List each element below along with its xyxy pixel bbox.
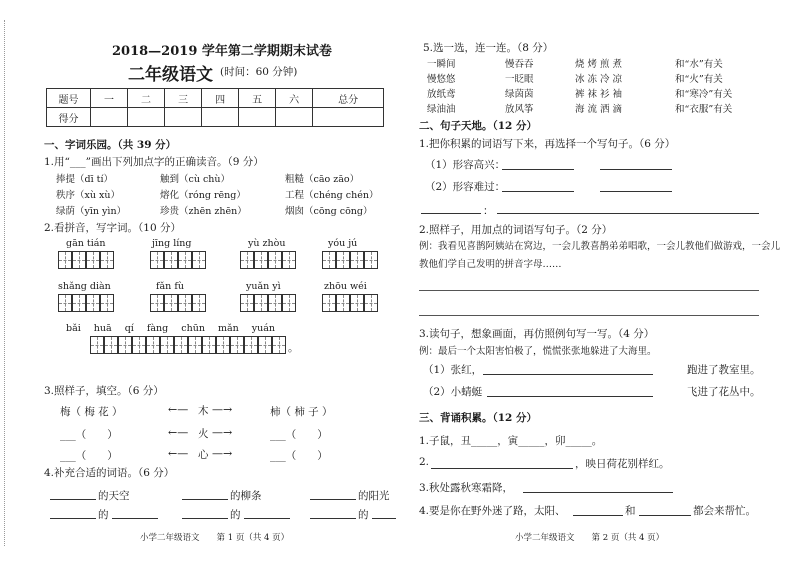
- r-question-1: 1.把你积累的词语写下来，再选择一个写句子。（6 分）: [419, 138, 676, 150]
- score-cell[interactable]: [202, 108, 239, 127]
- score-header-cell: 三: [165, 89, 202, 108]
- fill-blank[interactable]: [112, 518, 158, 519]
- pinyin-label: jīng líng: [152, 238, 192, 249]
- fill-blank[interactable]: [487, 396, 653, 397]
- section-two-heading: 二、句子天地。（12 分）: [419, 120, 538, 132]
- match-word[interactable]: 绿油油: [427, 104, 456, 115]
- fill-blank[interactable]: [310, 518, 356, 519]
- reading-item[interactable]: 粗糙（cāo zāo）: [285, 174, 360, 185]
- q3-blank[interactable]: ___（ ）: [270, 429, 328, 441]
- question-1: 1.用“___”画出下列加点字的正确读音。（9 分）: [44, 156, 264, 168]
- double-arrow-icon: ←—: [168, 426, 189, 439]
- q3-radical-1: 木: [198, 405, 209, 417]
- r-question-3: 3.读句子，想象画面，再仿照例句写一写。（4 分）: [419, 328, 655, 340]
- pinyin-label: zhōu wéi: [324, 281, 367, 292]
- q3-example-right: 柿（ 柿 子 ）: [270, 406, 333, 418]
- q4-word: 的天空: [98, 490, 130, 502]
- right-page: [405, 0, 800, 566]
- r-question-2: 2.照样子，用加点的词语写句子。（2 分）: [419, 224, 613, 236]
- answer-line[interactable]: [497, 213, 759, 214]
- reading-item[interactable]: 触到（cù chù）: [160, 174, 231, 185]
- section-one-heading: 一、字词乐园。（共 39 分）: [44, 139, 177, 151]
- fill-blank[interactable]: [421, 213, 481, 214]
- colon-mark: ：: [483, 205, 494, 217]
- reading-item[interactable]: 工程（chéng chén）: [285, 190, 379, 201]
- match-word[interactable]: 一瞬间: [427, 59, 456, 70]
- score-row-label: 得分: [47, 108, 91, 127]
- question-5: 5.选一选，连一连。（8 分）: [423, 42, 554, 54]
- s-question-3: 3.秋处露秋寒霜降，: [419, 482, 514, 494]
- q3-blank[interactable]: ___（ ）: [60, 450, 118, 462]
- s-question-2-num: 2.: [419, 456, 430, 468]
- s-question-1: 1.子鼠，丑_____，寅_____，卯_____。: [419, 435, 603, 447]
- s-question-2-end: ，映日荷花别样红。: [575, 458, 670, 470]
- match-word[interactable]: 绿茵茵: [505, 89, 534, 100]
- q3-radical-3: 心: [198, 449, 209, 461]
- writing-grid[interactable]: [150, 294, 206, 312]
- reading-item[interactable]: 绿荫（yīn yìn）: [56, 206, 127, 217]
- question-3: 3.照样子，填空。（6 分）: [44, 385, 164, 397]
- writing-grid-long[interactable]: [90, 336, 286, 354]
- fill-blank[interactable]: [182, 499, 228, 500]
- reading-item[interactable]: 熔化（róng rēng）: [160, 190, 246, 201]
- page-footer: 小学二年级语文 第 1 页（共 4 页）: [140, 533, 290, 543]
- exam-time: (时间：60 分钟): [220, 66, 298, 78]
- fill-blank[interactable]: [182, 518, 228, 519]
- pinyin-label: shǎng diàn: [58, 281, 111, 292]
- match-word[interactable]: 冰 冻 冷 凉: [575, 74, 623, 85]
- double-arrow-icon: ←—: [168, 447, 189, 460]
- writing-grid[interactable]: [322, 294, 378, 312]
- fill-blank[interactable]: [600, 191, 672, 192]
- match-word[interactable]: 放风筝: [505, 104, 534, 115]
- reading-item[interactable]: 珍贵（zhēn zhēn）: [160, 206, 247, 217]
- score-header-cell: 六: [276, 89, 313, 108]
- match-category[interactable]: 和“水”有关: [675, 59, 723, 70]
- q3-blank[interactable]: ___（ ）: [60, 429, 118, 441]
- r3-prompt-1: （1）张红，: [423, 364, 483, 376]
- writing-grid[interactable]: [322, 251, 378, 269]
- match-word[interactable]: 慢吞吞: [505, 59, 534, 70]
- match-category[interactable]: 和“寒冷”有关: [675, 89, 733, 100]
- score-table-header: [47, 89, 384, 108]
- page-footer: 小学二年级语文 第 2 页（共 4 页）: [515, 533, 665, 543]
- score-header-cell: 五: [239, 89, 276, 108]
- double-arrow-icon: ←—: [168, 403, 189, 416]
- q3-blank[interactable]: ___（ ）: [270, 450, 328, 462]
- fill-blank[interactable]: [244, 518, 290, 519]
- reading-item[interactable]: 烟囱（cōng cōng）: [285, 206, 373, 217]
- r2-example: 例：我看见喜鹊阿姨站在窝边，一会儿教喜鹊弟弟唱歌，一会儿教他们做游戏，一会儿教他们学自己发明的拼音字母……: [419, 241, 781, 270]
- s-question-4: 4.要是你在野外迷了路，太阳、: [419, 505, 566, 517]
- match-word[interactable]: 裤 袜 衫 袖: [575, 89, 623, 100]
- score-table: [46, 88, 384, 127]
- score-cell[interactable]: [91, 108, 128, 127]
- writing-grid[interactable]: [58, 294, 114, 312]
- fill-blank[interactable]: [573, 515, 623, 516]
- fill-blank[interactable]: [523, 492, 673, 493]
- double-arrow-icon: —→: [212, 403, 233, 416]
- score-header-cell: 四: [202, 89, 239, 108]
- score-cell[interactable]: [313, 108, 384, 127]
- r3-prompt-2: （2）小蜻蜓: [423, 386, 483, 398]
- match-word[interactable]: 烧 烤 煎 煮: [575, 59, 623, 70]
- s4-and: 和: [625, 505, 636, 517]
- answer-line[interactable]: [419, 315, 759, 316]
- q3-radical-2: 火: [198, 428, 209, 440]
- pinyin-label: fǎn fù: [156, 281, 184, 292]
- section-three-heading: 三、背诵积累。（12 分）: [419, 412, 538, 424]
- binding-margin: [4, 20, 5, 546]
- pinyin-sentence: bǎi huā qí fàng chūn mǎn yuán: [66, 323, 276, 334]
- score-cell[interactable]: [239, 108, 276, 127]
- reading-item[interactable]: 捧提（dī tí）: [56, 174, 113, 185]
- pinyin-label: yuǎn yì: [246, 281, 281, 292]
- score-cell[interactable]: [165, 108, 202, 127]
- fill-blank[interactable]: [639, 515, 691, 516]
- q3-example-left: 梅（ 梅 花 ）: [60, 406, 123, 418]
- writing-grid[interactable]: [240, 294, 296, 312]
- r1-prompt-sad: （2）形容难过：: [425, 181, 506, 193]
- question-2: 2.看拼音，写字词。（10 分）: [44, 222, 181, 234]
- fill-blank[interactable]: [310, 499, 356, 500]
- double-arrow-icon: —→: [212, 426, 233, 439]
- fill-blank[interactable]: [50, 518, 96, 519]
- match-word[interactable]: 海 流 洒 滴: [575, 104, 623, 115]
- fill-blank[interactable]: [372, 518, 396, 519]
- match-word[interactable]: 慢悠悠: [427, 74, 456, 85]
- fill-blank[interactable]: [483, 374, 653, 375]
- score-header-cell: 二: [128, 89, 165, 108]
- q4-word: 的: [358, 509, 369, 521]
- reading-item[interactable]: 秩序（xù xù）: [56, 190, 120, 201]
- s4-end: 都会来帮忙。: [693, 505, 756, 517]
- period-mark: 。: [288, 342, 299, 354]
- score-header-cell: 一: [91, 89, 128, 108]
- r3-example: 例：最后一个太阳害怕极了，慌慌张张地躲进了大海里。: [419, 346, 657, 357]
- score-header-cell: 题号: [47, 89, 91, 108]
- score-table-row: [47, 108, 384, 127]
- q4-word: 的: [98, 509, 109, 521]
- exam-title: 2018—2019 学年第二学期期末试卷: [112, 44, 332, 59]
- score-header-cell: 总分: [313, 89, 384, 108]
- match-category[interactable]: 和“火”有关: [675, 74, 723, 85]
- match-word[interactable]: 一眨眼: [505, 74, 534, 85]
- fill-blank[interactable]: [50, 499, 96, 500]
- q4-word: 的柳条: [230, 490, 262, 502]
- match-word[interactable]: 放纸鸢: [427, 89, 456, 100]
- pinyin-label: yóu jú: [328, 238, 358, 249]
- r3-end-2: 飞进了花丛中。: [687, 386, 761, 398]
- grade-subject: 二年级语文: [128, 65, 213, 85]
- q4-word: 的阳光: [358, 490, 390, 502]
- score-cell[interactable]: [128, 108, 165, 127]
- fill-blank[interactable]: [502, 169, 574, 170]
- match-category[interactable]: 和“衣服”有关: [675, 104, 733, 115]
- answer-line[interactable]: [419, 290, 759, 291]
- score-cell[interactable]: [276, 108, 313, 127]
- pinyin-label: gān tián: [66, 238, 106, 249]
- fill-blank[interactable]: [600, 169, 672, 170]
- r1-prompt-happy: （1）形容高兴：: [425, 159, 506, 171]
- writing-grid[interactable]: [240, 251, 296, 269]
- fill-blank[interactable]: [502, 191, 574, 192]
- question-4: 4.补充合适的词语。（6 分）: [44, 467, 175, 479]
- writing-grid[interactable]: [58, 251, 114, 269]
- writing-grid[interactable]: [150, 251, 206, 269]
- r3-end-1: 跑进了教室里。: [687, 364, 761, 376]
- double-arrow-icon: —→: [212, 447, 233, 460]
- pinyin-label: yù zhòu: [248, 238, 286, 249]
- fill-blank[interactable]: [431, 468, 573, 469]
- q4-word: 的: [230, 509, 241, 521]
